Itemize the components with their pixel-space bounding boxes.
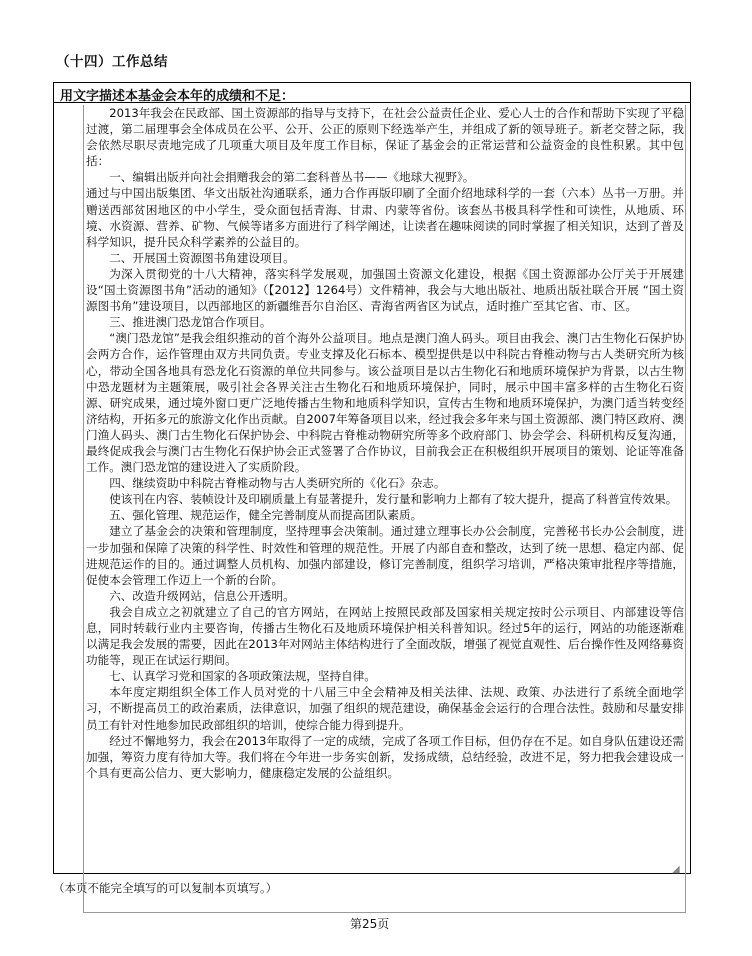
section-title: （十四）工作总结 (56, 54, 168, 70)
paragraph: 四、继续资助中科院古脊椎动物与古人类研究所的《化石》杂志。 (109, 476, 446, 491)
paragraph: 本年度定期组织全体工作人员对党的十八届三中全会精神及相关法律、法规、政策、办法进行了系统全面地学习，不断提高员工的政治素质，法律意识，加强了组织的规范建设，确保基金会运行的合理合法性。鼓励和尽量安排员工有针对性地参加民政部组织的培训，使综合能力得到提升。 (86, 685, 684, 732)
summary-text (86, 105, 684, 781)
work-summary-box (53, 82, 691, 874)
paragraph: 五、强化管理、规范运作，健全完善制度从而提高团队素质。 (109, 508, 423, 523)
paragraph: 三、推进澳门恐龙馆合作项目。 (109, 315, 272, 330)
paragraph: 经过不懈地努力，我会在2013年取得了一定的成绩，完成了各项工作目标，但仍存在不足。如自身队伍建设还需加强，筹资力度有待加大等。我们将在今年进一步务实创新，发扬成绩，总结经验，改进不足，努力把我会建设成一个具有更高公信力、更大影响力，健康稳定发展的公益组织。 (86, 733, 684, 780)
paragraph: 我会自成立之初就建立了自己的官方网站，在网站上按照民政部及国家相关规定按时公示项目、内部建设等信息，同时转载行业内主要咨询，传播古生物化石及地质环境保护相关科普知识。经过5年的运行，网站的功能逐渐难以满足我会发展的需要，因此在2013年对网站主体结构进行了全面改版，增强了视觉直观性、后台操作性及网络募资功能等，现正在试运行期间。 (86, 604, 684, 668)
page-number: 第25页 (350, 917, 390, 931)
paragraph: 建立了基金会的决策和管理制度，坚持理事会决策制。通过建立理事长办公会制度，完善秘书长办公会制度，进一步加强和保障了决策的科学性、时效性和管理的规范性。开展了内部自查和整改，达到了统一思想、稳定内部、促进规范运作的目的。通过调整人员机构、加强内部建设，修订完善制度，组织学习培训，严格决策审批程序等措施，促使本会管理工作迈上一个新的台阶。 (86, 524, 684, 587)
paragraph: 七、认真学习党和国家的各项政策法规，坚持自律。 (109, 669, 376, 684)
paragraph: 使该刊在内容、装帧设计及印刷质量上有显著提升，发行量和影响力上都有了较大提升，提高了科普宣传效果。 (109, 492, 678, 507)
paragraph: 二、开展国土资源图书角建设项目。 (109, 250, 295, 265)
paragraph: 2013年我会在民政部、国土资源部的指导与支持下，在社会公益责任企业、爱心人士的合作和帮助下实现了平稳过渡，第二届理事会全体成员在公平、公开、公正的原则下经选举产生，并组成了新的领导班子。新老交替之际，我会依然尽职尽责地完成了几项重大项目及年度工作目标，保证了基金会的正常运营和公益资金的良性积累。其中包括： (86, 106, 684, 169)
paragraph: “澳门恐龙馆”是我会组织推动的首个海外公益项目。地点是澳门渔人码头。项目由我会、澳门古生物化石保护协会两方合作，运作管理由双方共同负责。专业支撑及化石标本、模型提供是以中科院古脊椎动物与古人类研究所为核心，带动全国各地具有恐龙化石资源的单位共同参与。该公益项目是以古生物化石和地质环境保护为背景，以古生物中恐龙题材为主题策展，吸引社会各界关注古生物化石和地质环境保护，同时，展示中国丰富多样的古生物化石资源、研究成果，通过境外窗口更广泛地传播古生物和地质科学知识，宣传古生物和地质环境保护，为澳门适当转变经济结构，开拓多元的旅游文化作出贡献。自2007年筹备项目以来，经过我会多年来与国土资源部、澳门特区政府、澳门渔人码头、澳门古生物化石保护协会、中科院古脊椎动物研究所等多个政府部门、协会学会、科研机构反复沟通，最终促成我会与澳门古生物化石保护协会正式签署了合作协议，目前我会正在积极组织开展项目的策划、论证等准备工作。澳门恐龙馆的建设进入了实质阶段。 (86, 331, 684, 475)
paragraph: 一、编辑出版并向社会捐赠我会的第二套科普丛书——《地球大视野》。 (109, 170, 475, 185)
paragraph: 为深入贯彻党的十八大精神，落实科学发展观，加强国土资源文化建设，根据《国土资源部办公厅关于开展建设“国土资源图书角”活动的通知》（【2012】1264号）文件精神，我会与大地出版社、地质出版社联合开展 “国土资源图书角”建设项目，以西部地区的新疆维吾尔自治区、青海省两省区为试点，适时推广至其它省、市、区。 (86, 266, 684, 314)
paragraph: 通过与中国出版集团、华文出版社沟通联系，通力合作再版印刷了全面介绍地球科学的一套（六本）丛书一万册。并赠送西部贫困地区的中小学生，受众面包括青海、甘肃、内蒙等省份。该套丛书极具科学性和可读性，从地质、环境、水资源、营养、矿物、气候等诸多方面进行了科学阐述，让读者在趣味阅读的同时掌握了相关知识，达到了普及科学知识，提升民众科学素养的公益目的。 (86, 186, 684, 249)
paragraph: 六、改造升级网站，信息公开透明。 (109, 588, 295, 603)
box-heading: 用文字描述本基金会本年的成绩和不足： (54, 83, 690, 103)
resize-grip-icon[interactable]: ◢ (672, 864, 680, 875)
footnote: （本页不能完全填写的可以复制本页填写。） (53, 881, 278, 895)
